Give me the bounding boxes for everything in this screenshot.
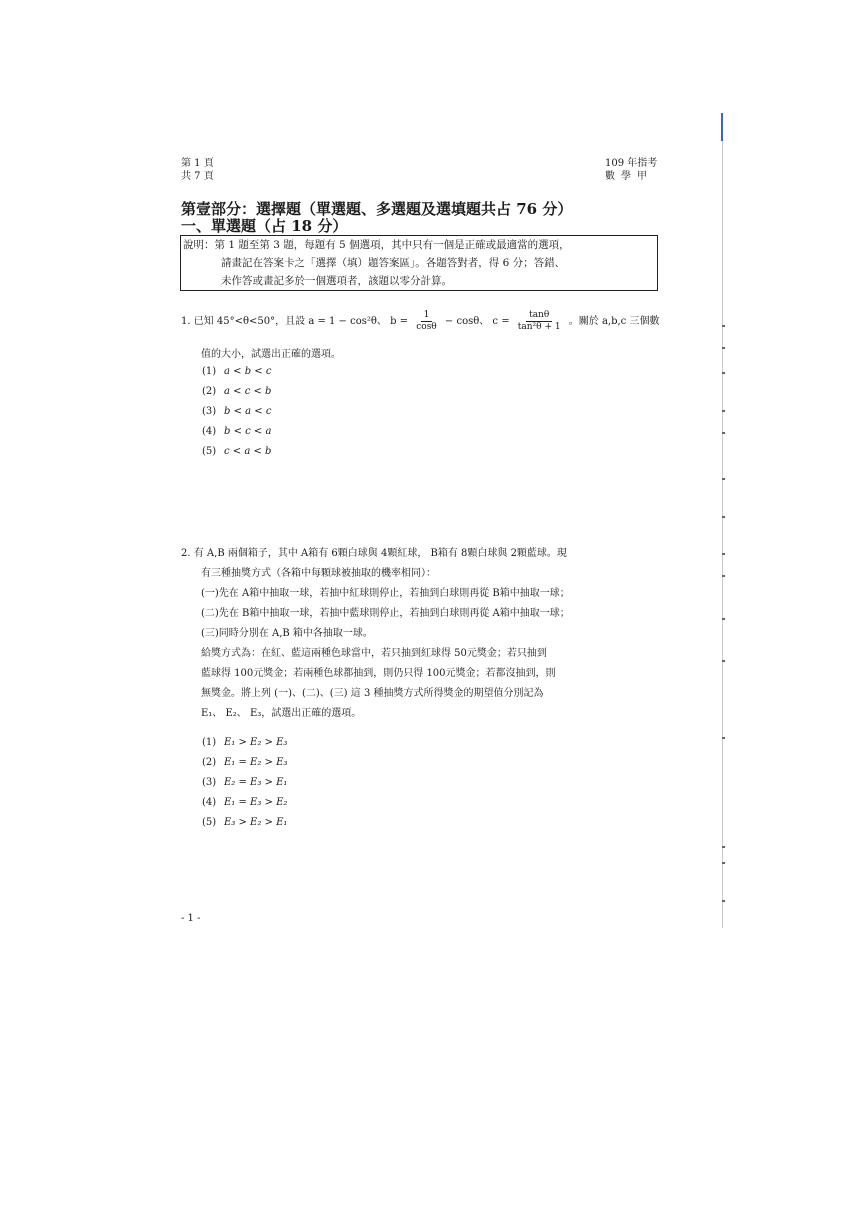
option-text: a < b < c [224, 366, 272, 377]
page-info [181, 157, 214, 183]
option[interactable] [202, 793, 287, 813]
edge-tick [722, 516, 725, 518]
edge-tick [722, 432, 725, 434]
question-2-text: 有 A,B 兩個箱子，其中 A箱有 6顆白球與 4顆紅球， B箱有 8顆白球與 2顆藍球。現 [193, 548, 567, 559]
subject-label: 數學甲 [605, 171, 653, 182]
edge-tick [722, 347, 725, 349]
question-1 [181, 310, 661, 362]
edge-tick [722, 900, 725, 902]
part-title: 第壹部分：選擇題（單選題、多選題及選填題共占 76 分） [181, 200, 573, 218]
edge-tick [722, 478, 725, 480]
question-2-line: 藍球得 100元獎金；若兩種色球都抽到，則仍只得 100元獎金；若都沒抽到，則 [201, 668, 556, 679]
option[interactable] [202, 733, 287, 753]
question-2-line: (二)先在 B箱中抽取一球，若抽中藍球則停止，若抽到白球則再從 A箱中抽取一球； [201, 608, 570, 619]
question-2-line: 無獎金。將上列 (一)、(二)、(三) 這 3 種抽獎方式所得獎金的期望值分別記為 [201, 688, 544, 699]
option-number: (5) [202, 446, 217, 457]
option-number: (3) [202, 777, 217, 788]
fraction-c [515, 310, 564, 333]
page-edge-marker [721, 113, 723, 141]
option[interactable] [202, 442, 271, 462]
instructions-box [180, 235, 658, 291]
question-2-line: (三)同時分別在 A,B 箱中各抽取一球。 [201, 628, 373, 639]
section-title: 一、單選題（占 18 分） [181, 217, 348, 235]
edge-tick [722, 410, 725, 412]
question-number: 1. [181, 316, 191, 327]
question-number: 2. [181, 548, 191, 559]
instructions-line-2: 請畫記在答案卡之「選擇（填）題答案區」。各題答對者，得 6 分；答錯、 [221, 257, 566, 269]
instructions-line-3: 未作答或畫記多於一個選項者，該題以零分計算。 [221, 275, 452, 287]
option-number: (1) [202, 366, 217, 377]
option-text: E₂ = E₃ > E₁ [224, 777, 288, 788]
page-label: 第 1 頁 [181, 158, 214, 169]
edge-tick [722, 737, 725, 739]
edge-tick [722, 862, 725, 864]
option-text: a < c < b [224, 386, 272, 397]
question-2-line: E₁、 E₂、 E₃，試選出正確的選項。 [201, 708, 362, 719]
edge-tick [722, 325, 725, 327]
q1-suffix: 。關於 a,b,c 三個數 [568, 316, 660, 327]
question-2-line: (一)先在 A箱中抽取一球，若抽中紅球則停止，若抽到白球則再從 B箱中抽取一球； [201, 588, 570, 599]
total-pages-label: 共 7 頁 [181, 171, 214, 182]
exam-info [605, 157, 657, 183]
fraction-b [413, 310, 440, 333]
option[interactable] [202, 753, 287, 773]
edge-tick [722, 575, 725, 577]
edge-tick [722, 618, 725, 620]
option[interactable] [202, 402, 271, 422]
page-number: - 1 - [181, 913, 201, 924]
edge-tick [722, 660, 725, 662]
question-2-line: 有三種抽獎方式（各箱中每顆球被抽取的機率相同）： [201, 568, 436, 579]
question-1-line-2: 值的大小，試選出正確的選項。 [201, 349, 341, 360]
q1-prefix: 已知 45°<θ<50°，且設 a = 1 − cos²θ、 b = [193, 316, 409, 327]
q1-b-tail: − cosθ、 c = [444, 316, 510, 327]
question-2-options [202, 733, 287, 833]
option-text: E₃ > E₂ > E₁ [224, 817, 288, 828]
instructions-line-1: 說明：第 1 題至第 3 題，每題有 5 個選項，其中只有一個是正確或最適當的選項， [183, 239, 570, 251]
option[interactable] [202, 422, 271, 442]
option-number: (2) [202, 757, 217, 768]
fraction-c-numerator: tanθ [526, 310, 552, 322]
edge-tick [722, 372, 725, 374]
option-number: (2) [202, 386, 217, 397]
question-2-line: 給獎方式為：在紅、藍這兩種色球當中，若只抽到紅球得 50元獎金；若只抽到 [201, 648, 547, 659]
option-number: (4) [202, 426, 217, 437]
option-text: b < c < a [224, 426, 272, 437]
question-2-line [181, 544, 570, 564]
option-text: c < a < b [224, 446, 272, 457]
page-edge-line [722, 113, 723, 928]
option[interactable] [202, 813, 287, 833]
option-number: (4) [202, 797, 217, 808]
edge-tick [722, 553, 725, 555]
option-number: (1) [202, 737, 217, 748]
option-text: E₁ > E₂ > E₃ [224, 737, 288, 748]
option[interactable] [202, 773, 287, 793]
option[interactable] [202, 382, 271, 402]
option-number: (5) [202, 817, 217, 828]
option-number: (3) [202, 406, 217, 417]
fraction-b-numerator: 1 [421, 310, 433, 322]
question-1-stem [181, 310, 661, 333]
option-text: E₁ = E₃ > E₂ [224, 797, 288, 808]
edge-tick [722, 846, 725, 848]
fraction-c-denominator: tan²θ + 1 [517, 322, 561, 332]
exam-title: 109 年指考 [605, 158, 658, 169]
option[interactable] [202, 362, 271, 382]
option-text: b < a < c [224, 406, 272, 417]
fraction-b-denominator: cosθ [416, 322, 437, 332]
option-text: E₁ = E₂ > E₃ [224, 757, 288, 768]
question-2 [181, 544, 570, 724]
question-1-options [202, 362, 271, 462]
